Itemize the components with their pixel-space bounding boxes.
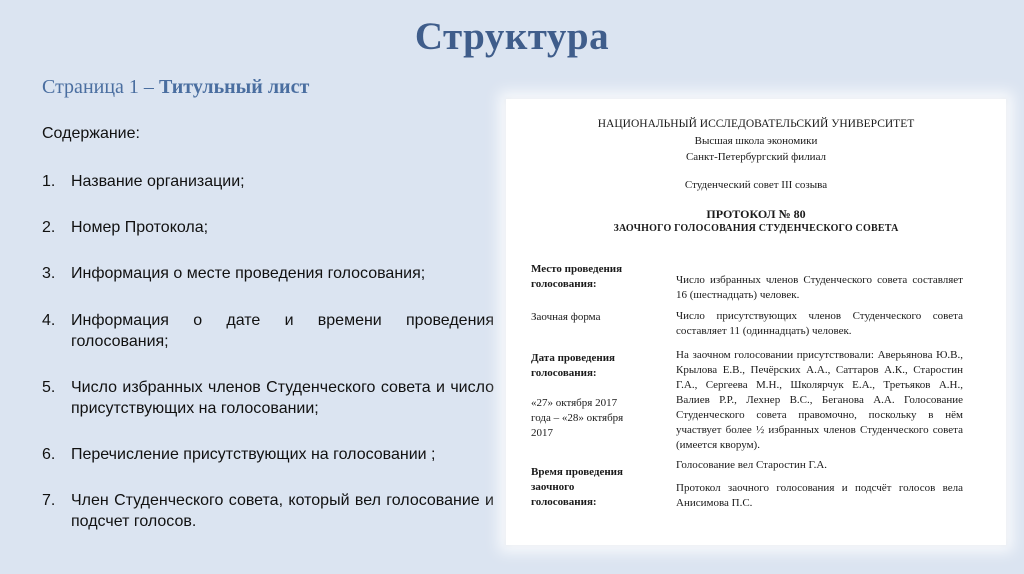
doc-protocol-number: ПРОТОКОЛ № 80 — [706, 207, 806, 221]
list-item — [42, 263, 494, 284]
item-text: Информация о месте проведения голосования; — [71, 265, 426, 282]
subtitle-prefix: Страница 1 – — [42, 76, 159, 98]
doc-school: Высшая школа экономики — [694, 135, 818, 147]
list-item — [42, 171, 494, 192]
doc-present-count: Число присутствующих членов Студенческого совета составляет 11 (одиннадцать) человек. — [676, 310, 963, 337]
doc-date-value: «27» октября 2017 года – «28» октября 2017 — [531, 397, 624, 439]
item-text: Название организации; — [71, 173, 245, 190]
item-text: Информация о дате и времени проведения голосования; — [71, 312, 494, 350]
item-number: 1. — [42, 173, 56, 190]
protocol-document-image — [506, 99, 1006, 545]
item-number: 5. — [42, 379, 56, 396]
item-number: 2. — [42, 219, 56, 236]
item-number: 3. — [42, 265, 56, 282]
structure-list — [42, 171, 494, 557]
list-item — [42, 377, 494, 419]
doc-time-label: Время проведения заочного голосования: — [531, 466, 623, 508]
doc-elected-count: Число избранных членов Студенческого совета составляет 16 (шестнадцать) человек. — [676, 274, 963, 301]
list-item — [42, 310, 494, 352]
list-item — [42, 444, 494, 465]
content-heading: Содержание: — [42, 125, 140, 142]
item-text: Член Студенческого совета, который вел голосование и подсчет голосов. — [71, 492, 494, 530]
doc-led-by: Голосование вел Старостин Г.А. — [676, 459, 828, 471]
slide-title: Структура — [414, 15, 610, 58]
doc-date-label: Дата проведения голосования: — [531, 352, 616, 379]
item-number: 4. — [42, 312, 56, 329]
doc-voting-title: ЗАОЧНОГО ГОЛОСОВАНИЯ СТУДЕНЧЕСКОГО СОВЕТА — [613, 223, 899, 234]
list-item — [42, 490, 494, 532]
item-text: Число избранных членов Студенческого совета и число присутствующих на голосовании; — [71, 379, 494, 417]
item-text: Номер Протокола; — [71, 219, 209, 236]
doc-place-label: Место проведения голосования: — [531, 263, 623, 290]
list-item — [42, 217, 494, 238]
item-number: 6. — [42, 446, 56, 463]
doc-university: НАЦИОНАЛЬНЫЙ ИССЛЕДОВАТЕЛЬСКИЙ УНИВЕРСИТЕТ — [597, 118, 915, 130]
doc-branch: Санкт-Петербургский филиал — [685, 151, 827, 163]
doc-council: Студенческий совет III созыва — [684, 179, 828, 191]
item-number: 7. — [42, 492, 56, 509]
slide-subtitle — [42, 76, 309, 99]
item-text: Перечисление присутствующих на голосовании ; — [71, 446, 436, 463]
doc-counted-by: Протокол заочного голосования и подсчёт голосов вела Анисимова П.С. — [676, 482, 963, 509]
subtitle-bold: Титульный лист — [158, 76, 310, 98]
doc-place-value: Заочная форма — [531, 311, 601, 323]
doc-attendees: На заочном голосовании присутствовали: Аверьянова Ю.В., Крылова Е.В., Печёрских А.А., Саттаров А.К., Старостин Г.А., Сергеева М.Н., Школярчук Е.А., Третьяков А.Н., Валиев Р.Р., Лехнер В.С., Беганова А.А. Голосование Студенческого совета правомочно, поскольку в нём участвует более ½ избранных членов Студенческого совета (имеется кворум). — [676, 349, 963, 451]
